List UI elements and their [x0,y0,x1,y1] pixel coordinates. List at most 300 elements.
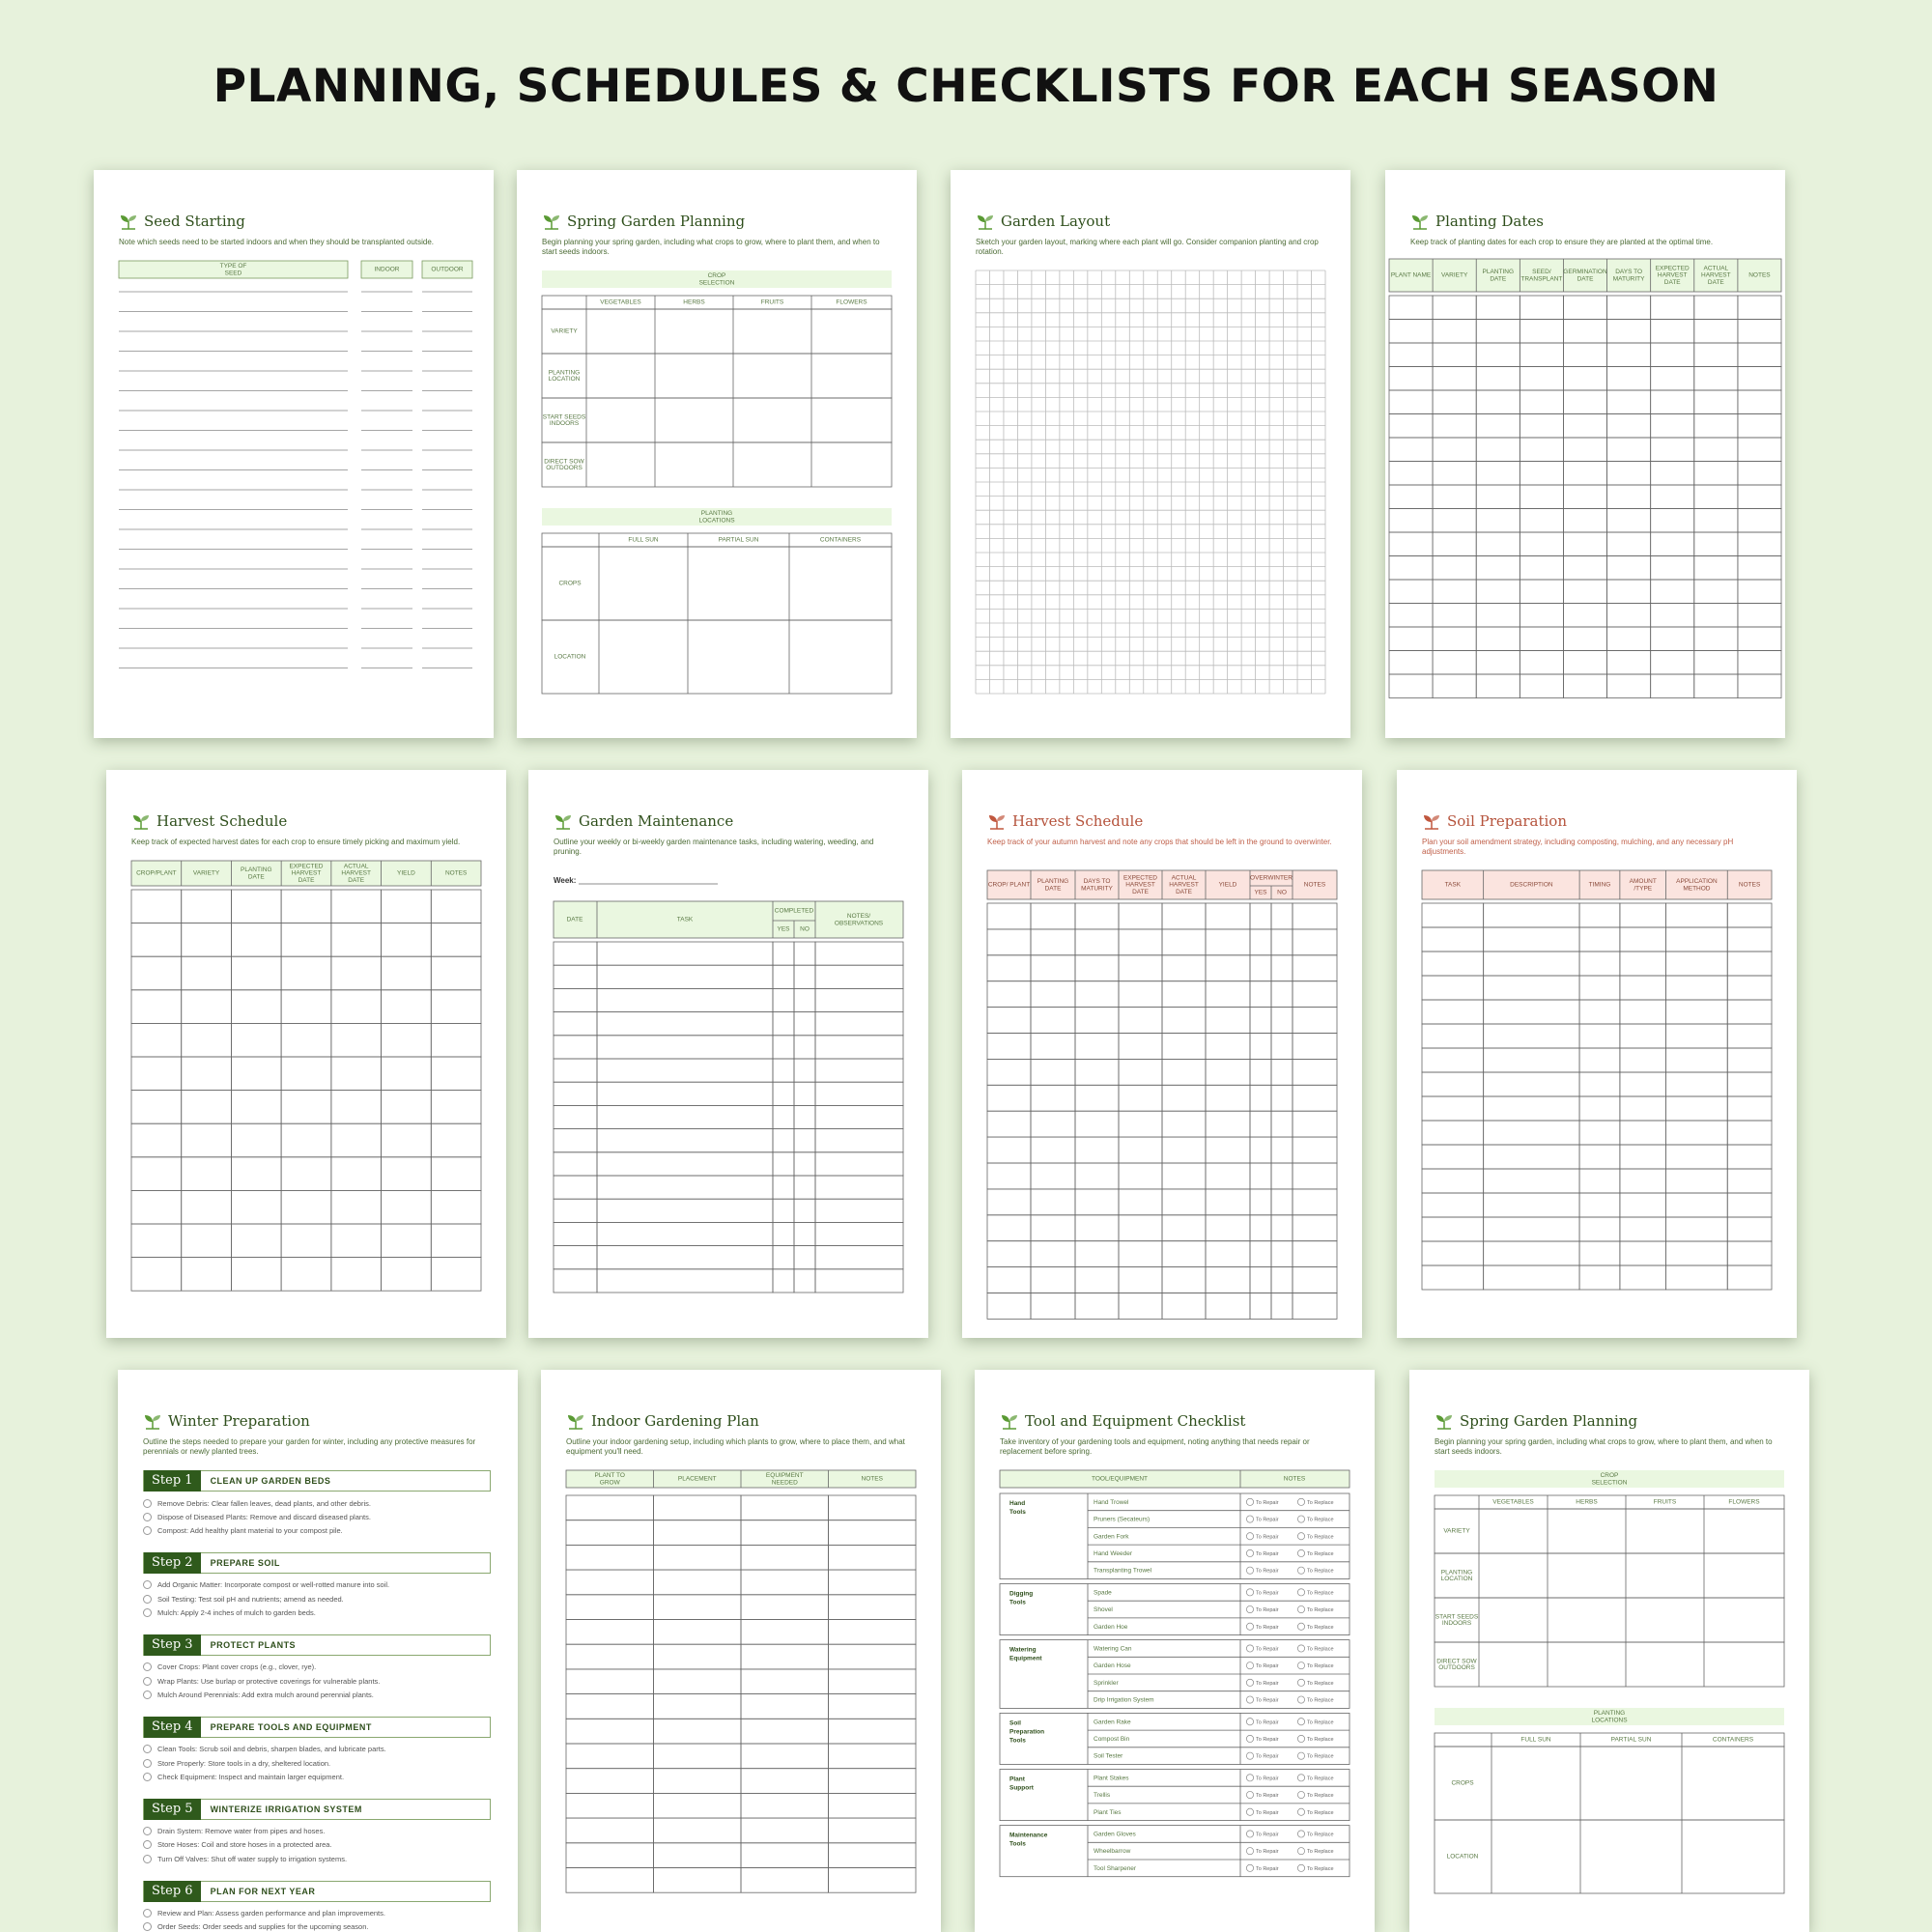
table-cell[interactable] [773,1222,794,1245]
table-cell[interactable] [566,1818,654,1843]
table-cell[interactable] [1727,952,1772,976]
table-cell[interactable] [1563,320,1606,344]
table-cell[interactable] [1651,651,1694,675]
table-cell[interactable] [654,1669,742,1694]
table-cell[interactable] [1075,1293,1119,1320]
table-cell[interactable] [382,1123,432,1157]
table-cell[interactable] [815,942,903,965]
table-cell[interactable] [597,1105,773,1128]
table-cell[interactable] [654,1644,742,1669]
table-cell[interactable] [1520,343,1563,367]
table-cell[interactable] [1389,509,1433,533]
table-cell[interactable] [1563,532,1606,556]
table-cell[interactable] [1433,438,1476,462]
table-cell[interactable] [987,1215,1031,1241]
table-cell[interactable] [815,1059,903,1082]
option-radio[interactable] [1297,1549,1304,1556]
table-cell[interactable] [1271,1085,1293,1111]
table-cell[interactable] [431,1157,481,1191]
table-cell[interactable] [566,1769,654,1794]
table-cell[interactable] [281,890,331,923]
table-cell[interactable] [1119,1111,1162,1137]
table-cell[interactable] [1563,438,1606,462]
table-cell[interactable] [331,1023,382,1057]
table-cell[interactable] [1607,604,1651,628]
table-cell[interactable] [1738,414,1781,439]
table-cell[interactable] [1607,651,1651,675]
table-cell[interactable] [1738,343,1781,367]
table-cell[interactable] [1563,296,1606,320]
table-cell[interactable] [1579,1000,1620,1024]
table-cell[interactable] [131,990,182,1024]
table-cell[interactable] [554,942,597,965]
table-cell[interactable] [1738,651,1781,675]
table-cell[interactable] [815,965,903,988]
table-cell[interactable] [554,965,597,988]
table-cell[interactable] [1293,1189,1337,1215]
table-cell[interactable] [794,1269,815,1293]
checklist-item[interactable] [143,1593,491,1605]
table-cell[interactable] [987,1163,1031,1189]
table-cell[interactable] [131,1123,182,1157]
table-cell[interactable] [1162,1034,1206,1060]
table-cell[interactable] [281,1091,331,1124]
table-cell[interactable] [554,1012,597,1036]
table-cell[interactable] [1579,1265,1620,1290]
table-cell[interactable] [281,1123,331,1157]
table-cell[interactable] [1075,1008,1119,1034]
table-cell[interactable] [554,1152,597,1176]
table-cell[interactable] [773,1012,794,1036]
table-cell[interactable] [1293,981,1337,1008]
table-cell[interactable] [1075,929,1119,955]
table-cell[interactable] [1579,1072,1620,1096]
table-cell[interactable] [1607,532,1651,556]
table-cell[interactable] [987,1241,1031,1267]
table-cell[interactable] [554,1129,597,1152]
table-cell[interactable] [1422,1241,1484,1265]
table-cell[interactable] [773,1199,794,1222]
table-cell[interactable] [542,442,892,487]
table-cell[interactable] [1607,296,1651,320]
table-cell[interactable] [1520,414,1563,439]
option-radio[interactable] [1246,1567,1253,1574]
table-cell[interactable] [1738,604,1781,628]
table-cell[interactable] [1651,320,1694,344]
table-cell[interactable] [1293,1163,1337,1189]
checklist-item[interactable] [143,1908,491,1919]
option-radio[interactable] [1297,1679,1304,1686]
table-cell[interactable] [382,1258,432,1292]
table-cell[interactable] [281,1157,331,1191]
table-cell[interactable] [829,1644,917,1669]
table-cell[interactable] [829,1570,917,1595]
table-cell[interactable] [654,1868,742,1893]
table-cell[interactable] [182,1057,232,1091]
option-radio[interactable] [1297,1735,1304,1742]
table-cell[interactable] [1075,1059,1119,1085]
table-cell[interactable] [794,1036,815,1059]
table-cell[interactable] [1422,952,1484,976]
table-cell[interactable] [1620,927,1666,952]
table-cell[interactable] [1738,627,1781,651]
table-cell[interactable] [1666,1193,1728,1217]
table-cell[interactable] [1271,1163,1293,1189]
table-cell[interactable] [829,1843,917,1868]
table-cell[interactable] [131,1091,182,1124]
option-radio[interactable] [1246,1848,1253,1855]
table-cell[interactable] [382,1091,432,1124]
table-cell[interactable] [597,1152,773,1176]
table-cell[interactable] [1651,367,1694,391]
table-cell[interactable] [987,1059,1031,1085]
table-cell[interactable] [1250,1085,1271,1111]
table-cell[interactable] [1031,955,1075,981]
table-cell[interactable] [597,1222,773,1245]
table-cell[interactable] [1271,1008,1293,1034]
table-cell[interactable] [1694,627,1738,651]
table-cell[interactable] [1075,1267,1119,1293]
table-cell[interactable] [1271,1059,1293,1085]
table-cell[interactable] [1620,1048,1666,1072]
table-cell[interactable] [1738,509,1781,533]
table-cell[interactable] [1271,1293,1293,1320]
table-cell[interactable] [1520,651,1563,675]
table-cell[interactable] [331,1091,382,1124]
option-radio[interactable] [1246,1735,1253,1742]
table-cell[interactable] [794,1105,815,1128]
table-cell[interactable] [1666,1265,1728,1290]
table-cell[interactable] [1607,438,1651,462]
table-cell[interactable] [1666,1169,1728,1193]
table-cell[interactable] [741,1868,829,1893]
table-cell[interactable] [1075,1034,1119,1060]
table-cell[interactable] [1389,651,1433,675]
table-cell[interactable] [1119,981,1162,1008]
table-cell[interactable] [1075,1189,1119,1215]
table-cell[interactable] [1738,674,1781,698]
table-cell[interactable] [1607,509,1651,533]
table-cell[interactable] [1563,367,1606,391]
table-cell[interactable] [1579,1193,1620,1217]
table-cell[interactable] [1563,485,1606,509]
table-cell[interactable] [554,1082,597,1105]
table-cell[interactable] [431,990,481,1024]
checklist-item[interactable] [143,1921,491,1932]
option-radio[interactable] [1297,1498,1304,1505]
table-cell[interactable] [1694,604,1738,628]
table-cell[interactable] [1620,952,1666,976]
option-radio[interactable] [1246,1498,1253,1505]
table-cell[interactable] [1389,296,1433,320]
table-cell[interactable] [987,1267,1031,1293]
option-radio[interactable] [1297,1831,1304,1837]
table-cell[interactable] [131,1190,182,1224]
table-cell[interactable] [566,1744,654,1769]
table-cell[interactable] [131,1023,182,1057]
table-cell[interactable] [829,1793,917,1818]
table-cell[interactable] [794,1176,815,1199]
table-cell[interactable] [1727,1072,1772,1096]
table-cell[interactable] [182,923,232,957]
table-cell[interactable] [1389,462,1433,486]
checklist-item[interactable] [143,1607,491,1619]
table-cell[interactable] [1666,1024,1728,1048]
table-cell[interactable] [1162,1267,1206,1293]
table-cell[interactable] [1607,343,1651,367]
table-cell[interactable] [987,1008,1031,1034]
table-cell[interactable] [1422,927,1484,952]
table-cell[interactable] [1738,556,1781,581]
table-cell[interactable] [281,1023,331,1057]
checklist-item[interactable] [143,1579,491,1591]
checkbox[interactable] [143,1499,152,1508]
table-cell[interactable] [1293,903,1337,929]
table-cell[interactable] [1738,296,1781,320]
table-cell[interactable] [1162,1215,1206,1241]
table-cell[interactable] [331,1190,382,1224]
table-cell[interactable] [1476,367,1520,391]
table-cell[interactable] [1694,509,1738,533]
table-cell[interactable] [1250,1241,1271,1267]
table-cell[interactable] [1250,1137,1271,1163]
table-cell[interactable] [431,1091,481,1124]
table-cell[interactable] [1694,367,1738,391]
table-cell[interactable] [1389,627,1433,651]
table-cell[interactable] [1520,627,1563,651]
checkbox[interactable] [143,1595,152,1604]
table-cell[interactable] [182,956,232,990]
table-cell[interactable] [1563,343,1606,367]
table-cell[interactable] [1206,1241,1250,1267]
table-cell[interactable] [597,1199,773,1222]
table-cell[interactable] [1651,674,1694,698]
table-cell[interactable] [1162,1293,1206,1320]
table-cell[interactable] [1651,414,1694,439]
table-cell[interactable] [1579,1145,1620,1169]
table-cell[interactable] [1271,929,1293,955]
table-cell[interactable] [1666,1121,1728,1145]
table-cell[interactable] [773,1152,794,1176]
option-radio[interactable] [1246,1645,1253,1652]
table-cell[interactable] [1271,903,1293,929]
table-cell[interactable] [1433,604,1476,628]
option-radio[interactable] [1246,1679,1253,1686]
table-cell[interactable] [1271,981,1293,1008]
table-cell[interactable] [1579,927,1620,952]
table-cell[interactable] [566,1793,654,1818]
table-cell[interactable] [1579,1024,1620,1048]
table-cell[interactable] [1651,485,1694,509]
table-cell[interactable] [1666,976,1728,1000]
table-cell[interactable] [231,890,281,923]
table-cell[interactable] [1484,1169,1579,1193]
checkbox[interactable] [143,1580,152,1589]
table-cell[interactable] [1031,1189,1075,1215]
table-cell[interactable] [331,1157,382,1191]
table-cell[interactable] [1694,580,1738,604]
table-cell[interactable] [1727,927,1772,952]
table-cell[interactable] [1563,390,1606,414]
table-cell[interactable] [431,1224,481,1258]
table-cell[interactable] [1651,438,1694,462]
table-cell[interactable] [1031,1215,1075,1241]
table-cell[interactable] [1694,556,1738,581]
table-cell[interactable] [1579,1096,1620,1121]
table-cell[interactable] [1119,1215,1162,1241]
table-cell[interactable] [794,965,815,988]
table-cell[interactable] [794,1152,815,1176]
table-cell[interactable] [1075,955,1119,981]
table-cell[interactable] [654,1719,742,1744]
table-cell[interactable] [654,1694,742,1719]
table-cell[interactable] [1075,1085,1119,1111]
table-cell[interactable] [741,1793,829,1818]
table-cell[interactable] [1620,1024,1666,1048]
table-cell[interactable] [566,1595,654,1620]
table-cell[interactable] [1162,903,1206,929]
table-cell[interactable] [1206,1293,1250,1320]
table-cell[interactable] [1651,509,1694,533]
option-radio[interactable] [1297,1791,1304,1798]
table-cell[interactable] [182,1091,232,1124]
table-cell[interactable] [1422,976,1484,1000]
table-cell[interactable] [542,309,892,354]
table-cell[interactable] [1293,1008,1337,1034]
table-cell[interactable] [1162,1241,1206,1267]
table-cell[interactable] [1520,390,1563,414]
table-cell[interactable] [1433,343,1476,367]
table-cell[interactable] [1119,1163,1162,1189]
table-cell[interactable] [182,890,232,923]
option-radio[interactable] [1297,1662,1304,1669]
table-cell[interactable] [554,1246,597,1269]
table-cell[interactable] [1727,1096,1772,1121]
table-cell[interactable] [1031,1293,1075,1320]
table-cell[interactable] [1620,1121,1666,1145]
table-cell[interactable] [1694,320,1738,344]
table-cell[interactable] [1119,1008,1162,1034]
table-cell[interactable] [1520,532,1563,556]
checkbox[interactable] [143,1855,152,1863]
table-cell[interactable] [1422,1217,1484,1241]
table-cell[interactable] [1119,955,1162,981]
table-cell[interactable] [1563,627,1606,651]
table-cell[interactable] [131,890,182,923]
option-radio[interactable] [1246,1516,1253,1522]
option-radio[interactable] [1246,1696,1253,1703]
table-cell[interactable] [1694,438,1738,462]
table-cell[interactable] [1031,981,1075,1008]
table-cell[interactable] [815,1012,903,1036]
table-cell[interactable] [1563,414,1606,439]
table-cell[interactable] [566,1644,654,1669]
table-cell[interactable] [566,1495,654,1520]
table-cell[interactable] [1435,1598,1784,1642]
table-cell[interactable] [1579,1241,1620,1265]
option-radio[interactable] [1246,1791,1253,1798]
table-cell[interactable] [554,1222,597,1245]
table-cell[interactable] [794,1199,815,1222]
table-cell[interactable] [1738,485,1781,509]
table-cell[interactable] [1206,1137,1250,1163]
table-cell[interactable] [554,1059,597,1082]
table-cell[interactable] [1293,1241,1337,1267]
table-cell[interactable] [382,1023,432,1057]
table-cell[interactable] [1520,674,1563,698]
checklist-item[interactable] [143,1511,491,1522]
table-cell[interactable] [1162,981,1206,1008]
table-cell[interactable] [1476,438,1520,462]
table-cell[interactable] [1476,532,1520,556]
checkbox[interactable] [143,1773,152,1781]
table-cell[interactable] [1250,981,1271,1008]
table-cell[interactable] [1435,1820,1784,1893]
table-cell[interactable] [1119,1137,1162,1163]
checkbox[interactable] [143,1909,152,1918]
table-cell[interactable] [431,1023,481,1057]
table-cell[interactable] [773,988,794,1011]
table-cell[interactable] [331,1123,382,1157]
table-cell[interactable] [1694,651,1738,675]
table-cell[interactable] [231,1057,281,1091]
table-cell[interactable] [829,1620,917,1645]
table-cell[interactable] [1422,1096,1484,1121]
table-cell[interactable] [1250,1111,1271,1137]
table-cell[interactable] [1206,1111,1250,1137]
table-cell[interactable] [1389,320,1433,344]
table-cell[interactable] [741,1620,829,1645]
table-cell[interactable] [741,1744,829,1769]
table-cell[interactable] [829,1595,917,1620]
checklist-item[interactable] [143,1757,491,1769]
table-cell[interactable] [1389,580,1433,604]
table-cell[interactable] [231,1023,281,1057]
table-cell[interactable] [566,1520,654,1546]
table-cell[interactable] [1031,1241,1075,1267]
table-cell[interactable] [1422,1145,1484,1169]
table-cell[interactable] [1666,1241,1728,1265]
option-radio[interactable] [1246,1549,1253,1556]
table-cell[interactable] [1476,462,1520,486]
table-cell[interactable] [815,1246,903,1269]
table-cell[interactable] [794,988,815,1011]
table-cell[interactable] [987,1293,1031,1320]
table-cell[interactable] [431,956,481,990]
table-cell[interactable] [1579,903,1620,927]
table-cell[interactable] [1727,1169,1772,1193]
checklist-item[interactable] [143,1744,491,1755]
table-cell[interactable] [1435,1509,1784,1553]
table-cell[interactable] [1476,651,1520,675]
table-cell[interactable] [566,1868,654,1893]
table-cell[interactable] [815,1129,903,1152]
table-cell[interactable] [281,1258,331,1292]
table-cell[interactable] [741,1520,829,1546]
table-cell[interactable] [1293,929,1337,955]
table-cell[interactable] [1293,955,1337,981]
option-radio[interactable] [1246,1775,1253,1781]
table-cell[interactable] [281,923,331,957]
table-cell[interactable] [1607,367,1651,391]
checkbox[interactable] [143,1608,152,1617]
table-cell[interactable] [131,956,182,990]
table-cell[interactable] [987,1137,1031,1163]
table-cell[interactable] [554,1269,597,1293]
table-cell[interactable] [554,1105,597,1128]
table-cell[interactable] [773,1129,794,1152]
table-cell[interactable] [987,1034,1031,1060]
